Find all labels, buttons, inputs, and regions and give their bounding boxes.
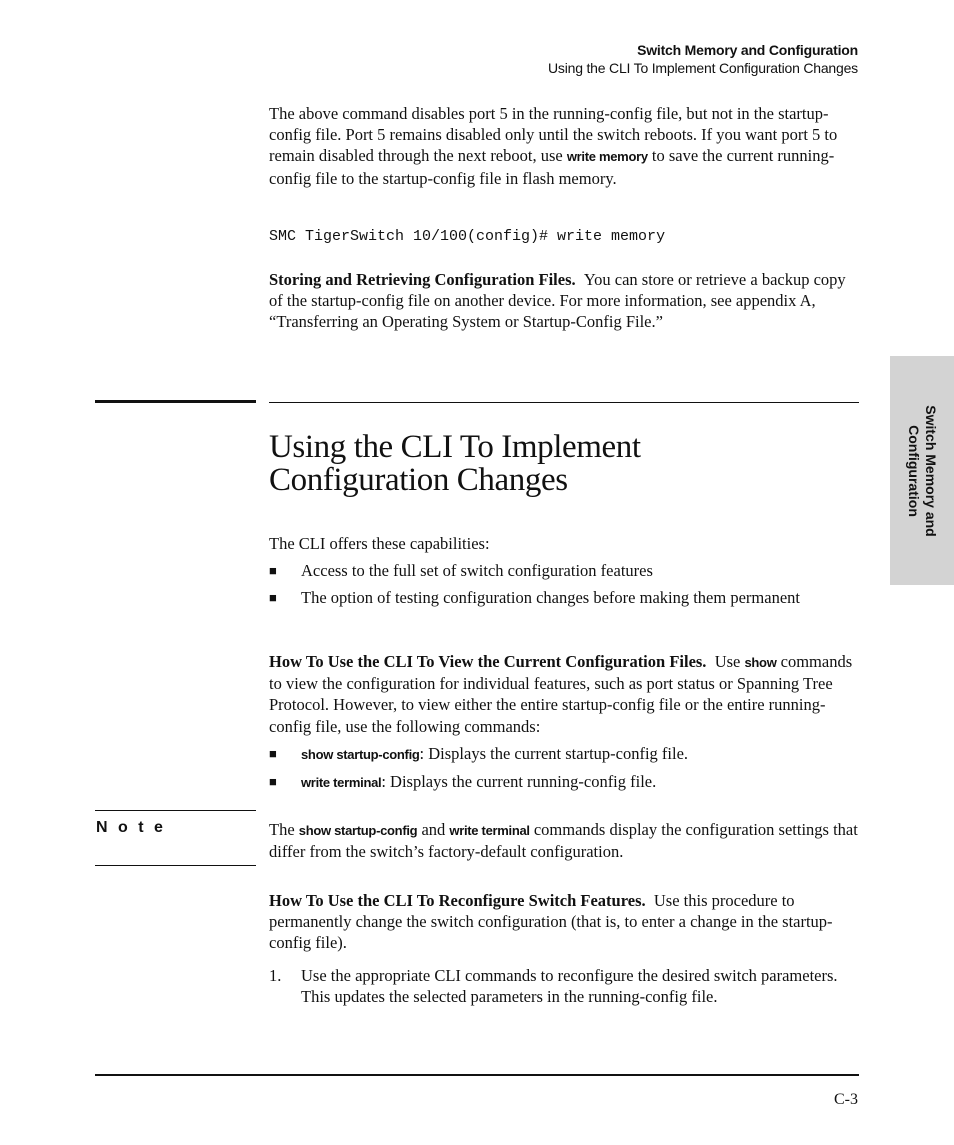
section-rule [269, 402, 859, 403]
list-item: ■ The option of testing configuration changes before making them permanent [269, 588, 800, 608]
list-item: ■ write terminal: Displays the current running-config file. [269, 772, 657, 792]
step-text: Use the appropriate CLI commands to reconfigure the desired switch parameters. This updates the selected parameters in the running-config file. [301, 966, 838, 1007]
reconfigure-steps [269, 965, 859, 1007]
storing-text: You can store or retrieve a backup copy of the startup-config file on another device. For more information, see appendix A, “Transferring an Operating System or Startup-Config File.” [269, 270, 846, 332]
running-header [548, 41, 858, 77]
chapter-tab-text [905, 405, 939, 536]
chapter-tab-line1: Switch Memory and [923, 404, 939, 537]
capabilities-block [269, 533, 859, 609]
storing-paragraph [269, 269, 859, 333]
command-example: SMC TigerSwitch 10/100(config)# write memory [269, 228, 666, 245]
capabilities-list [269, 560, 859, 608]
note-command-2: write terminal [449, 823, 530, 838]
view-text-a: Use [714, 652, 741, 671]
bullet-marker: ■ [269, 745, 277, 761]
section-title-line1: Using the CLI To Implement [269, 429, 641, 465]
storing-lead: Storing and Retrieving Configuration Files. [269, 270, 576, 289]
section-title-line2: Configuration Changes [269, 462, 568, 498]
view-commands-list [269, 743, 859, 793]
view-text-b: commands to view the configuration for individual features, such as port status or Spanning Tree Protocol. However, to view either the entire startup-config file or the entire running-config file, use the following commands: [269, 652, 853, 736]
list-item: ■ show startup-config: Displays the current startup-config file. [269, 743, 689, 763]
footer-rule [95, 1074, 859, 1076]
reconfigure-text: Use this procedure to permanently change the switch configuration (that is, to enter a change in the startup-config file). [269, 891, 833, 953]
header-section-title: Using the CLI To Implement Configuration Changes [548, 60, 858, 76]
chapter-tab-line2: Configuration [906, 424, 922, 517]
note-bottom-rule [95, 865, 256, 866]
bullet-marker: ■ [269, 563, 277, 579]
header-chapter-title: Switch Memory and Configuration [637, 42, 858, 58]
view-command: show [744, 655, 777, 670]
page-number: C-3 [834, 1091, 858, 1108]
margin-rule [95, 400, 256, 403]
view-config-block [269, 651, 859, 793]
section-title [269, 431, 859, 497]
view-lead: How To Use the CLI To View the Current Configuration Files. [269, 652, 707, 671]
step-number: 1. [269, 966, 282, 985]
bullet-marker: ■ [269, 590, 277, 606]
note-label: N o t e [96, 819, 166, 836]
reconfigure-lead: How To Use the CLI To Reconfigure Switch Features. [269, 891, 646, 910]
intro-command: write memory [566, 149, 648, 165]
steps-list [269, 965, 859, 1007]
intro-text-b: to save the current running-config file to the startup-config file in flash memory. [269, 146, 835, 188]
chapter-side-tab [890, 356, 954, 585]
list-item [269, 965, 859, 1007]
reconfigure-block [269, 890, 859, 954]
intro-paragraph [269, 103, 859, 189]
capabilities-intro: The CLI offers these capabilities: [269, 534, 490, 553]
note-top-rule [95, 810, 256, 811]
intro-text-a: The above command disables port 5 in the running-config file, but not in the startup-config file. Port 5 remains disabled only until the switch reboots. If you want port 5 to remain disabled through the next reboot, use [269, 104, 838, 166]
note-command-1: show startup-config [298, 823, 418, 838]
note-text: The show startup-config and write terminal commands display the configuration settings that differ from the switch’s factory-default configuration. [269, 820, 858, 862]
bullet-marker: ■ [269, 774, 277, 790]
list-item: ■ Access to the full set of switch configuration features [269, 561, 653, 581]
